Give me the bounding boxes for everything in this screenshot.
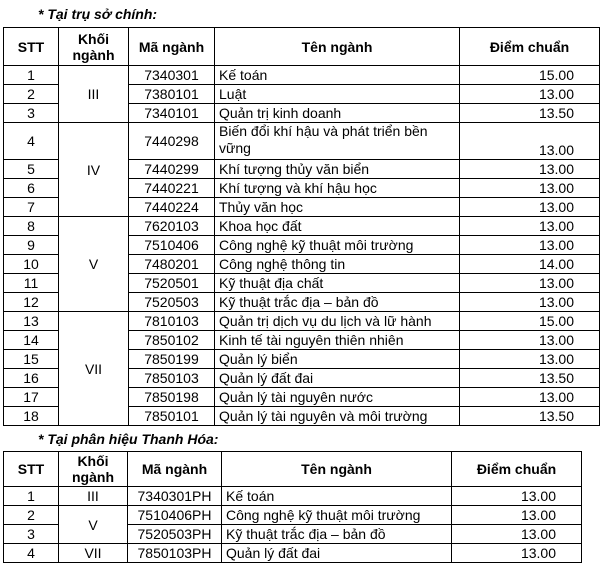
stt-cell: 14 <box>4 331 59 350</box>
diem-chuan-cell: 13.00 <box>460 293 600 312</box>
stt-cell: 7 <box>4 198 59 217</box>
stt-cell: 17 <box>4 388 59 407</box>
diem-chuan-cell: 15.00 <box>460 66 600 85</box>
stt-cell: 2 <box>4 506 59 525</box>
stt-cell: 1 <box>4 487 59 506</box>
diem-chuan-cell: 13.50 <box>460 407 600 426</box>
header-ten-nganh: Tên ngành <box>215 28 460 66</box>
ma-nganh-cell: 7440224 <box>129 198 215 217</box>
ma-nganh-cell: 7850199 <box>129 350 215 369</box>
khoi-nganh-cell: V <box>59 506 128 544</box>
ten-nganh-cell: Kinh tế tài nguyên thiên nhiên <box>215 331 460 350</box>
stt-cell: 15 <box>4 350 59 369</box>
ten-nganh-cell: Kỹ thuật trắc địa – bản đồ <box>215 293 460 312</box>
diem-chuan-cell: 13.00 <box>460 198 600 217</box>
ma-nganh-cell: 7440299 <box>129 160 215 179</box>
diem-chuan-cell: 13.00 <box>460 179 600 198</box>
diem-chuan-cell: 13.00 <box>460 331 600 350</box>
diem-chuan-cell: 13.00 <box>452 506 582 525</box>
diem-chuan-cell: 15.00 <box>460 312 600 331</box>
stt-cell: 1 <box>4 66 59 85</box>
ten-nganh-cell: Khí tượng và khí hậu học <box>215 179 460 198</box>
ten-nganh-cell: Quản trị dịch vụ du lịch và lữ hành <box>215 312 460 331</box>
ma-nganh-cell: 7380101 <box>129 85 215 104</box>
ten-nganh-cell: Công nghệ thông tin <box>215 255 460 274</box>
main-section-heading: * Tại trụ sở chính: <box>38 6 158 22</box>
ma-nganh-cell: 7440298 <box>129 123 215 160</box>
khoi-nganh-cell: VII <box>59 544 128 563</box>
stt-cell: 5 <box>4 160 59 179</box>
diem-chuan-cell: 13.00 <box>460 236 600 255</box>
header-stt: STT <box>4 452 59 487</box>
ma-nganh-cell: 7850103 <box>129 369 215 388</box>
diem-chuan-cell: 13.00 <box>460 217 600 236</box>
ma-nganh-cell: 7850198 <box>129 388 215 407</box>
ten-nganh-cell: Biến đổi khí hậu và phát triển bền vững <box>215 123 460 160</box>
stt-cell: 12 <box>4 293 59 312</box>
ma-nganh-cell: 7850102 <box>129 331 215 350</box>
ten-nganh-cell: Khoa học đất <box>215 217 460 236</box>
table-row <box>4 544 582 563</box>
ma-nganh-cell: 7480201 <box>129 255 215 274</box>
diem-chuan-cell: 14.00 <box>460 255 600 274</box>
ten-nganh-cell: Kỹ thuật địa chất <box>215 274 460 293</box>
table-row <box>4 217 600 236</box>
ten-nganh-cell: Kế toán <box>215 66 460 85</box>
branch-section-heading: * Tại phân hiệu Thanh Hóa: <box>38 431 219 447</box>
table-row <box>4 66 600 85</box>
header-ma-nganh: Mã ngành <box>128 452 222 487</box>
header-ten-nganh: Tên ngành <box>222 452 452 487</box>
stt-cell: 3 <box>4 525 59 544</box>
ten-nganh-cell: Quản lý đất đai <box>222 544 452 563</box>
ma-nganh-cell: 7510406 <box>129 236 215 255</box>
stt-cell: 8 <box>4 217 59 236</box>
khoi-nganh-cell: IV <box>59 123 129 217</box>
stt-cell: 4 <box>4 544 59 563</box>
ten-nganh-cell: Luật <box>215 85 460 104</box>
header-row <box>4 28 600 66</box>
table-row <box>4 312 600 331</box>
khoi-nganh-cell: III <box>59 66 129 123</box>
ten-nganh-cell: Quản lý tài nguyên và môi trường <box>215 407 460 426</box>
stt-cell: 16 <box>4 369 59 388</box>
ten-nganh-cell: Quản lý đất đai <box>215 369 460 388</box>
diem-chuan-cell: 13.00 <box>460 160 600 179</box>
header-khoi-nganh: Khối ngành <box>59 28 129 66</box>
stt-cell: 6 <box>4 179 59 198</box>
ma-nganh-cell: 7340301 <box>129 66 215 85</box>
table-row <box>4 123 600 160</box>
ma-nganh-cell: 7440221 <box>129 179 215 198</box>
ma-nganh-cell: 7340301PH <box>128 487 222 506</box>
stt-cell: 11 <box>4 274 59 293</box>
stt-cell: 9 <box>4 236 59 255</box>
main-score-table <box>3 27 600 426</box>
ten-nganh-cell: Quản lý biển <box>215 350 460 369</box>
stt-cell: 4 <box>4 123 59 160</box>
ma-nganh-cell: 7810103 <box>129 312 215 331</box>
ma-nganh-cell: 7520503 <box>129 293 215 312</box>
stt-cell: 2 <box>4 85 59 104</box>
diem-chuan-cell: 13.00 <box>452 487 582 506</box>
diem-chuan-cell: 13.50 <box>460 104 600 123</box>
ten-nganh-cell: Quản trị kinh doanh <box>215 104 460 123</box>
header-row <box>4 452 582 487</box>
khoi-nganh-cell: VII <box>59 312 129 426</box>
diem-chuan-cell: 13.00 <box>452 544 582 563</box>
ten-nganh-cell: Khí tượng thủy văn biển <box>215 160 460 179</box>
ma-nganh-cell: 7620103 <box>129 217 215 236</box>
diem-chuan-cell: 13.50 <box>460 369 600 388</box>
stt-cell: 13 <box>4 312 59 331</box>
header-diem-chuan: Điểm chuẩn <box>460 28 600 66</box>
ten-nganh-cell: Công nghệ kỹ thuật môi trường <box>215 236 460 255</box>
ten-nganh-cell: Thủy văn học <box>215 198 460 217</box>
table-row <box>4 487 582 506</box>
ma-nganh-cell: 7340101 <box>129 104 215 123</box>
stt-cell: 3 <box>4 104 59 123</box>
table-row <box>4 506 582 525</box>
ten-nganh-cell: Kỹ thuật trắc địa – bản đồ <box>222 525 452 544</box>
header-stt: STT <box>4 28 59 66</box>
stt-cell: 10 <box>4 255 59 274</box>
diem-chuan-cell: 13.00 <box>452 525 582 544</box>
ma-nganh-cell: 7510406PH <box>128 506 222 525</box>
ma-nganh-cell: 7850103PH <box>128 544 222 563</box>
stt-cell: 18 <box>4 407 59 426</box>
ten-nganh-cell: Kế toán <box>222 487 452 506</box>
diem-chuan-cell: 13.00 <box>460 350 600 369</box>
diem-chuan-cell: 13.00 <box>460 85 600 104</box>
ma-nganh-cell: 7520503PH <box>128 525 222 544</box>
header-diem-chuan: Điểm chuẩn <box>452 452 582 487</box>
ma-nganh-cell: 7520501 <box>129 274 215 293</box>
ten-nganh-cell: Công nghệ kỹ thuật môi trường <box>222 506 452 525</box>
diem-chuan-cell: 13.00 <box>460 274 600 293</box>
branch-score-table <box>3 451 582 563</box>
khoi-nganh-cell: V <box>59 217 129 312</box>
diem-chuan-cell: 13.00 <box>460 123 600 160</box>
header-khoi-nganh: Khối ngành <box>59 452 128 487</box>
ten-nganh-cell: Quản lý tài nguyên nước <box>215 388 460 407</box>
khoi-nganh-cell: III <box>59 487 128 506</box>
header-ma-nganh: Mã ngành <box>129 28 215 66</box>
ma-nganh-cell: 7850101 <box>129 407 215 426</box>
diem-chuan-cell: 13.00 <box>460 388 600 407</box>
